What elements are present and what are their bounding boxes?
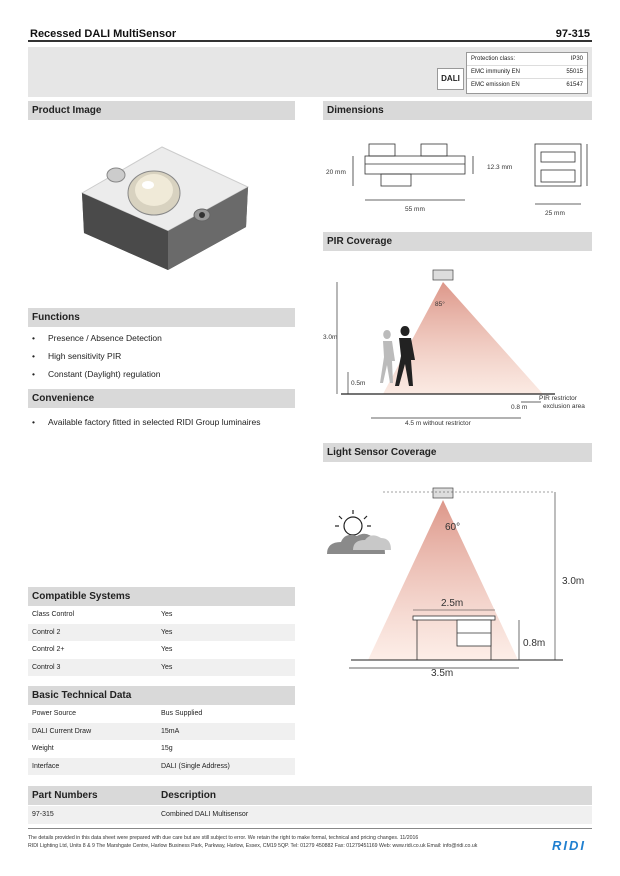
list-item: • High sensitivity PIR	[30, 347, 295, 365]
light-desk-width-label: 2.5m	[441, 598, 464, 609]
row-value: Bus Supplied	[161, 710, 203, 717]
table-row	[28, 641, 295, 659]
table-row	[28, 806, 592, 824]
pir-mount-height-label: 3.0m	[323, 334, 338, 341]
functions-list	[30, 329, 295, 383]
convenience-heading: Convenience	[28, 389, 295, 408]
list-item: • Available factory fitted in selected RIDI Group luminaires	[30, 413, 295, 431]
light-sensor-heading: Light Sensor Coverage	[323, 443, 592, 462]
footer-disclaimer: The details provided in this data sheet were prepared with due care but are still subject to error. We retain the right to make formal, technical and pricing changes. 11/2016	[28, 835, 419, 841]
spec-box	[466, 52, 588, 94]
table-row	[28, 758, 295, 776]
part-numbers-heading	[28, 786, 592, 805]
row-value: Yes	[161, 646, 173, 653]
dim-width-label: 25 mm	[545, 210, 565, 217]
footer	[28, 834, 548, 850]
row-label: Interface	[32, 762, 60, 770]
part-table	[28, 806, 592, 824]
pir-range-label: 4.5 m without restrictor	[405, 420, 471, 427]
dim-depth-label: 12.3 mm	[487, 164, 513, 171]
convenience-list	[30, 413, 295, 431]
light-angle-label: 60°	[445, 522, 461, 533]
row-value: Yes	[161, 663, 173, 671]
light-floor-width-label: 3.5m	[431, 668, 454, 679]
compatible-heading: Compatible Systems	[28, 587, 295, 606]
header-divider	[28, 40, 592, 42]
pir-note-1: PIR restrictor	[539, 395, 577, 402]
light-sensor-diagram	[323, 480, 592, 690]
product-title: Recessed DALI MultiSensor	[30, 28, 177, 40]
list-item: • Presence / Absence Detection	[30, 329, 295, 347]
spec-row	[467, 79, 587, 92]
row-value: Yes	[161, 628, 173, 636]
part-code: 97-315	[32, 811, 54, 818]
pir-note-2: exclusion area	[543, 403, 585, 410]
row-value: 15mA	[161, 727, 180, 735]
table-row	[28, 606, 295, 624]
pir-angle-label: 85°	[435, 301, 445, 308]
spec-row	[467, 66, 587, 79]
part-numbers-label: Part Numbers	[32, 790, 98, 801]
pir-coverage-heading: PIR Coverage	[323, 232, 592, 251]
product-image-heading: Product Image	[28, 101, 295, 120]
table-row	[28, 624, 295, 642]
row-label: Control 2+	[32, 646, 65, 653]
list-item: • Constant (Daylight) regulation	[30, 365, 295, 383]
row-label: Power Source	[32, 710, 76, 717]
ridi-logo: RIDI	[552, 838, 586, 853]
row-value: Yes	[161, 611, 173, 618]
spec-value: IP30	[570, 56, 583, 62]
spec-label: EMC emission EN	[471, 82, 520, 88]
dimensions-drawing	[323, 122, 592, 222]
dimensions-heading: Dimensions	[323, 101, 592, 120]
pir-low-height-label: 0.5m	[351, 380, 366, 387]
light-desk-height-label: 0.8m	[523, 638, 546, 649]
table-row	[28, 740, 295, 758]
row-label: Control 3	[32, 663, 61, 671]
dali-badge: DALI	[437, 68, 464, 90]
table-row	[28, 705, 295, 723]
row-value: 15g	[161, 745, 173, 752]
part-description: Combined DALI Multisensor	[161, 811, 249, 818]
row-label: Weight	[32, 745, 54, 752]
pir-exclusion-label: 0.8 m	[511, 404, 528, 411]
product-code: 97-315	[555, 28, 590, 40]
pir-coverage-diagram	[323, 256, 592, 431]
compatible-table	[28, 606, 295, 676]
spec-row	[467, 53, 587, 66]
light-mount-height-label: 3.0m	[562, 576, 585, 587]
description-label: Description	[161, 790, 217, 801]
footer-address: RIDI Lighting Ltd, Units 8 & 9 The Marshgate Centre, Harlow Business Park, Parkway, Harlow, Essex, CM19 5QP. Tel: 01279 450882 Fax: 01279451169 Web: www.ridi.co.uk Email: info@ridi.co.uk	[28, 843, 478, 849]
product-image	[70, 135, 260, 275]
table-row	[28, 659, 295, 677]
technical-table	[28, 705, 295, 775]
spec-label: Protection class:	[471, 56, 516, 62]
row-label: Control 2	[32, 628, 61, 636]
dim-height-label: 20 mm	[326, 169, 346, 176]
row-label: Class Control	[32, 611, 75, 618]
table-row	[28, 723, 295, 741]
functions-heading: Functions	[28, 308, 295, 327]
row-value: DALI (Single Address)	[161, 762, 230, 770]
spec-value: 55015	[566, 69, 583, 75]
technical-heading: Basic Technical Data	[28, 686, 295, 705]
spec-value: 61547	[566, 82, 583, 88]
footer-divider	[28, 828, 592, 829]
spec-label: EMC immunity EN	[471, 69, 521, 75]
dim-length-label: 55 mm	[405, 206, 425, 213]
row-label: DALI Current Draw	[32, 727, 92, 735]
